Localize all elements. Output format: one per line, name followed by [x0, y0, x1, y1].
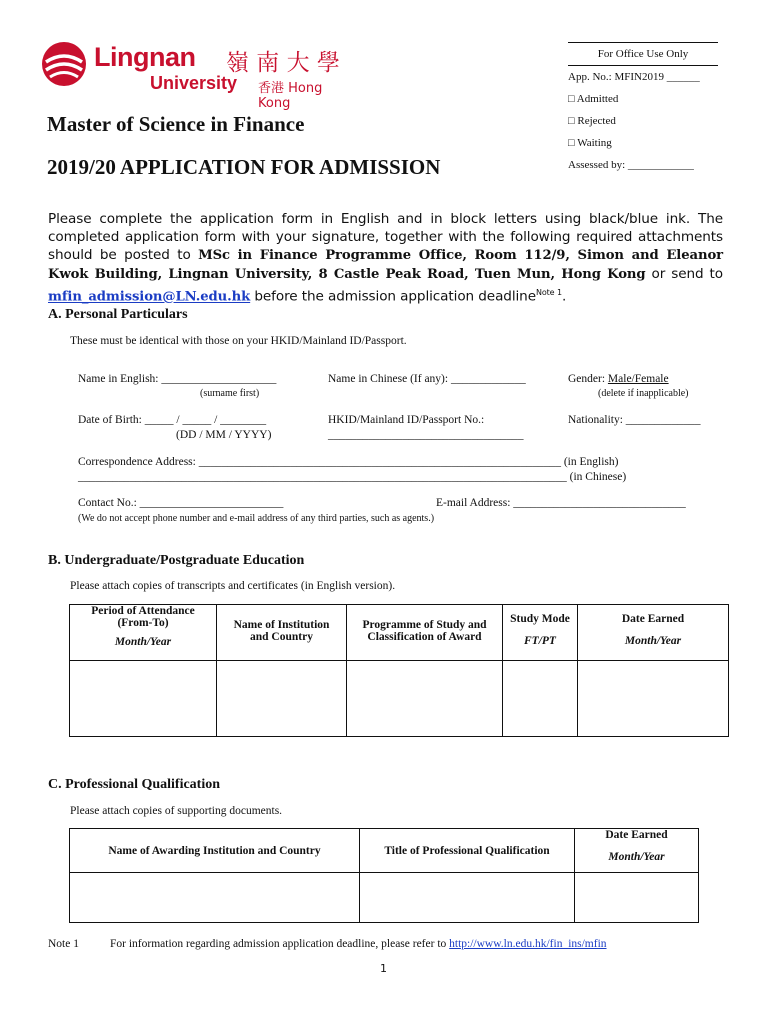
- education-table: [69, 604, 729, 737]
- name-english-field[interactable]: Name in English: ____________________: [78, 373, 277, 385]
- postal-address: MSc in Finance Programme Office, Room 112/9, Simon and Eleanor Kwok Building, Lingnan University, 8 Castle Peak Road, Tuen Mun, Hong Kong: [48, 248, 723, 282]
- email-address-field[interactable]: E-mail Address: ______________________________: [436, 497, 686, 509]
- intro-text-2: or send to: [645, 266, 724, 282]
- col-qualification-title: Title of Professional Qualification: [360, 829, 575, 873]
- nationality-field[interactable]: Nationality: _____________: [568, 414, 701, 426]
- page-number: 1: [380, 962, 387, 975]
- logo-chinese-name: 嶺 南 大 學: [226, 50, 340, 76]
- qualification-table: [69, 828, 699, 923]
- footnote-body: For information regarding admission application deadline, please refer to: [110, 938, 450, 950]
- entry-date-earned-cell[interactable]: [578, 661, 729, 737]
- surname-first-hint: (surname first): [200, 388, 260, 399]
- status-admitted: □ Admitted: [568, 93, 619, 105]
- col-awarding-institution: Name of Awarding Institution and Country: [70, 829, 360, 873]
- status-waiting: □ Waiting: [568, 137, 612, 149]
- col-period-label: Period of Attendance: [91, 605, 195, 617]
- intro-text-3: before the admission application deadline: [250, 288, 536, 305]
- office-use-box: [568, 42, 718, 176]
- app-no: App. No.: MFIN2019 ______: [568, 71, 700, 83]
- logo-university: University: [150, 73, 238, 93]
- col-date-earned-label: Date Earned: [621, 613, 685, 625]
- col-date-earned: [578, 605, 729, 661]
- dob-format-hint: (DD / MM / YYYY): [176, 429, 272, 441]
- col-period-sub: (From-To): [117, 617, 169, 629]
- col-institution-sub: and Country: [250, 631, 313, 643]
- col-institution: [217, 605, 347, 661]
- col-period: [70, 605, 217, 661]
- note-ref: Note 1: [535, 288, 562, 297]
- date-of-birth-field[interactable]: Date of Birth: _____ / _____ / ________: [78, 414, 267, 426]
- entry-period-cell[interactable]: [70, 661, 217, 737]
- name-chinese-field[interactable]: Name in Chinese (If any): _____________: [328, 373, 526, 385]
- instructions-paragraph: [48, 210, 723, 307]
- col-qual-date-earned: [575, 829, 699, 873]
- col-qual-date-label: Date Earned: [605, 829, 668, 841]
- contact-number-field[interactable]: Contact No.: _________________________: [78, 497, 284, 509]
- section-a-note: These must be identical with those on your HKID/Mainland ID/Passport.: [70, 335, 407, 347]
- col-programme-sub: Classification of Award: [367, 631, 482, 643]
- section-c-title: C. Professional Qualification: [48, 777, 221, 792]
- section-a-title: A. Personal Particulars: [48, 307, 188, 322]
- logo-english-name: Lingnan: [94, 42, 196, 72]
- lingnan-emblem-icon: [40, 40, 88, 88]
- col-study-mode: [503, 605, 578, 661]
- qualification-header-row: [70, 829, 699, 873]
- entry-programme-cell[interactable]: [347, 661, 503, 737]
- col-study-mode-format: FT/PT: [524, 635, 556, 647]
- office-use-header: For Office Use Only: [568, 42, 718, 66]
- gender-options[interactable]: Male/Female: [607, 373, 669, 385]
- assessed-by: Assessed by: ____________: [568, 159, 694, 171]
- education-header-row: [70, 605, 729, 661]
- col-qual-date-format: Month/Year: [608, 851, 665, 863]
- intro-end: .: [561, 288, 567, 305]
- entry-awarding-cell[interactable]: [70, 873, 360, 923]
- qualification-entry-row: [70, 873, 699, 923]
- entry-institution-cell[interactable]: [217, 661, 347, 737]
- address-english-field[interactable]: Correspondence Address: _______________________________________________________________ (in English): [78, 456, 619, 468]
- col-period-format: Month/Year: [114, 636, 172, 648]
- col-institution-label: Name of Institution: [233, 619, 330, 631]
- logo-hong-kong: 香港 Hong Kong: [258, 81, 323, 111]
- id-number-field[interactable]: __________________________________: [328, 429, 524, 441]
- form-title: 2019/20 APPLICATION FOR ADMISSION: [47, 155, 441, 179]
- section-b-note: Please attach copies of transcripts and certificates (in English version).: [70, 580, 396, 592]
- id-number-label: HKID/Mainland ID/Passport No.:: [328, 414, 485, 426]
- col-programme-label: Programme of Study and: [362, 619, 487, 631]
- university-logo: [40, 40, 350, 111]
- gender-label: Gender:: [568, 373, 608, 385]
- address-chinese-field[interactable]: _____________________________________________________________________________________ (in Chinese): [78, 471, 627, 483]
- programme-website-link[interactable]: http://www.ln.edu.hk/fin_ins/mfin: [449, 938, 607, 950]
- footnote-label: Note 1: [48, 938, 79, 950]
- entry-qual-title-cell[interactable]: [360, 873, 575, 923]
- admission-email-link[interactable]: mfin_admission@LN.edu.hk: [48, 289, 251, 305]
- education-entry-row: [70, 661, 729, 737]
- third-party-disclaimer: (We do not accept phone number and e-mail address of any third parties, such as agents.): [78, 513, 435, 524]
- gender-field[interactable]: [568, 373, 669, 385]
- col-programme: [347, 605, 503, 661]
- col-date-earned-format: Month/Year: [624, 635, 682, 647]
- section-c-note: Please attach copies of supporting documents.: [70, 805, 283, 817]
- entry-study-mode-cell[interactable]: [503, 661, 578, 737]
- footnote-text: [110, 938, 607, 950]
- col-study-mode-label: Study Mode: [510, 613, 570, 625]
- entry-qual-date-cell[interactable]: [575, 873, 699, 923]
- programme-title: Master of Science in Finance: [47, 112, 305, 136]
- section-b-title: B. Undergraduate/Postgraduate Education: [48, 553, 305, 568]
- status-rejected: □ Rejected: [568, 115, 616, 127]
- delete-hint: (delete if inapplicable): [598, 388, 689, 399]
- intro-text-1: Please complete the application form in English and in block letters using black/blue ink. The completed application form with your signature, together with the following required attachments should be posted to: [48, 211, 723, 263]
